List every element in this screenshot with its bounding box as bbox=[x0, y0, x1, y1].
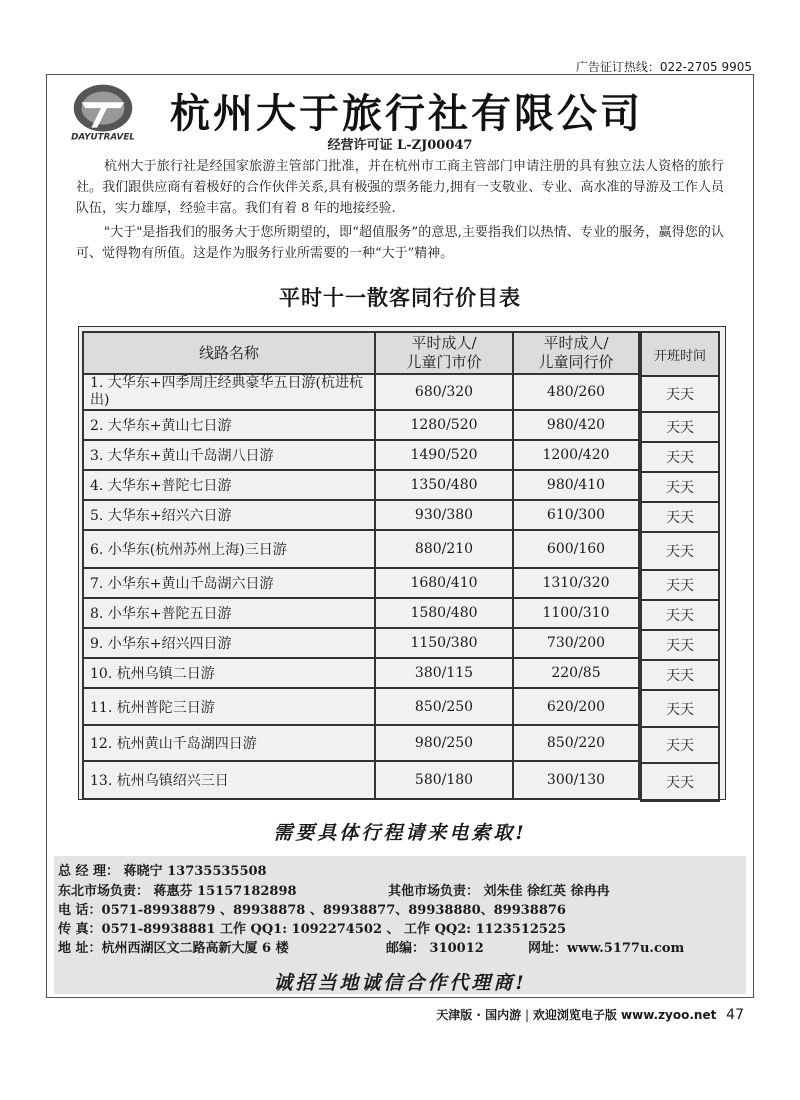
cell-route: 7. 小华东+黄山千岛湖六日游 bbox=[83, 568, 375, 598]
contact-northeast: 东北市场负责： 蒋惠芬 15157182898 bbox=[58, 884, 297, 899]
table-row bbox=[83, 500, 639, 530]
contact-website[interactable]: 网址：www.5177u.com bbox=[528, 941, 685, 956]
table-row bbox=[83, 688, 639, 725]
table-row bbox=[641, 412, 719, 442]
cell-retail: 1350/480 bbox=[375, 470, 513, 500]
cell-schedule: 天天 bbox=[641, 502, 719, 532]
cell-route: 11. 杭州普陀三日游 bbox=[83, 688, 375, 725]
cell-schedule: 天天 bbox=[641, 630, 719, 660]
table-row bbox=[83, 374, 639, 410]
cell-retail: 580/180 bbox=[375, 761, 513, 799]
cell-route: 4. 大华东+普陀七日游 bbox=[83, 470, 375, 500]
cell-schedule: 天天 bbox=[641, 532, 719, 570]
cell-schedule: 天天 bbox=[641, 763, 719, 801]
cell-trade: 1310/320 bbox=[513, 568, 639, 598]
cell-trade: 980/420 bbox=[513, 410, 639, 440]
contact-phone: 电 话：0571-89938879 、89938878 、89938877、89938880、89938876 bbox=[58, 903, 566, 918]
cell-schedule: 天天 bbox=[641, 690, 719, 727]
cell-schedule: 天天 bbox=[641, 412, 719, 442]
cell-route: 3. 大华东+黄山千岛湖八日游 bbox=[83, 440, 375, 470]
intro-paragraph-2: "大于"是指我们的服务大于您所期望的，即“超值服务”的意思,主要指我们以热情、专业的服务，赢得您的认可、觉得物有所值。这是作为服务行业所需要的一种“大于”精神。 bbox=[76, 225, 724, 261]
contact-address: 地 址：杭州西湖区文二路高新大厦 6 楼 bbox=[58, 941, 289, 956]
footer-edition: 天津版 · 国内游 bbox=[436, 1008, 522, 1022]
cell-retail: 1280/520 bbox=[375, 410, 513, 440]
table-row bbox=[641, 532, 719, 570]
table-row bbox=[83, 470, 639, 500]
contact-postcode: 邮编： 310012 bbox=[386, 941, 484, 956]
table-row bbox=[83, 530, 639, 568]
cell-schedule: 天天 bbox=[641, 376, 719, 412]
table-row bbox=[641, 630, 719, 660]
cell-trade: 220/85 bbox=[513, 658, 639, 688]
cell-route: 12. 杭州黄山千岛湖四日游 bbox=[83, 725, 375, 761]
company-intro bbox=[76, 156, 724, 264]
cell-route: 5. 大华东+绍兴六日游 bbox=[83, 500, 375, 530]
cell-retail: 1580/480 bbox=[375, 598, 513, 628]
table-row bbox=[641, 600, 719, 630]
table-row bbox=[83, 725, 639, 761]
table-row bbox=[641, 472, 719, 502]
cell-trade: 480/260 bbox=[513, 374, 639, 410]
table-row bbox=[83, 598, 639, 628]
cell-retail: 380/115 bbox=[375, 658, 513, 688]
intro-paragraph-1: 杭州大于旅行社是经国家旅游主管部门批准，并在杭州市工商主管部门申请注册的具有独立法人资格的旅行社。我们跟供应商有着极好的合作伙伴关系,具有极强的票务能力,拥有一支敬业、专业、高水准的导游及工作人员队伍，实力雄厚，经验丰富。我们有着 8 年的地接经验. bbox=[76, 159, 724, 216]
cell-schedule: 天天 bbox=[641, 727, 719, 763]
cell-route: 1. 大华东+四季周庄经典豪华五日游(杭进杭出) bbox=[83, 374, 375, 410]
price-table bbox=[82, 331, 640, 800]
license-number: 经营许可证 L-ZJ00047 bbox=[327, 138, 473, 153]
page-number: 47 bbox=[726, 1007, 744, 1023]
table-row bbox=[641, 376, 719, 412]
table-row bbox=[83, 568, 639, 598]
logo-text: DAYUTRAVEL bbox=[71, 132, 135, 143]
cell-retail: 880/210 bbox=[375, 530, 513, 568]
header-trade-price: 平时成人/ 儿童同行价 bbox=[513, 332, 639, 374]
page-footer bbox=[436, 1006, 744, 1023]
table-row bbox=[83, 658, 639, 688]
footer-slogan: 欢迎浏览电子版 www.zyoo.net bbox=[532, 1008, 717, 1022]
cell-retail: 1150/380 bbox=[375, 628, 513, 658]
cell-schedule: 天天 bbox=[641, 442, 719, 472]
header-route: 线路名称 bbox=[83, 332, 375, 374]
contact-manager: 总 经 理： 蒋晓宁 13735535508 bbox=[58, 864, 267, 879]
table-row bbox=[641, 763, 719, 801]
cell-schedule: 天天 bbox=[641, 472, 719, 502]
header-retail-price: 平时成人/ 儿童门市价 bbox=[375, 332, 513, 374]
cell-trade: 610/300 bbox=[513, 500, 639, 530]
contact-fax-qq: 传 真：0571-89938881 工作 QQ1: 1092274502 、 工作 QQ2: 1123512525 bbox=[58, 922, 567, 937]
agent-recruit-note: 诚招当地诚信合作代理商! bbox=[273, 972, 527, 994]
cell-retail: 1490/520 bbox=[375, 440, 513, 470]
price-table-title: 平时十一散客同行价目表 bbox=[279, 286, 521, 310]
cell-route: 2. 大华东+黄山七日游 bbox=[83, 410, 375, 440]
table-row bbox=[641, 727, 719, 763]
contact-other-markets: 其他市场负责： 刘朱佳 徐红英 徐冉冉 bbox=[388, 884, 610, 899]
schedule-table bbox=[640, 331, 720, 802]
footer-separator: | bbox=[524, 1008, 530, 1022]
header-schedule: 开班时间 bbox=[641, 332, 719, 376]
cell-route: 9. 小华东+绍兴四日游 bbox=[83, 628, 375, 658]
cell-trade: 620/200 bbox=[513, 688, 639, 725]
cell-schedule: 天天 bbox=[641, 570, 719, 600]
table-row bbox=[641, 502, 719, 532]
table-row bbox=[83, 410, 639, 440]
cell-retail: 980/250 bbox=[375, 725, 513, 761]
cell-route: 8. 小华东+普陀五日游 bbox=[83, 598, 375, 628]
itinerary-request-note: 需要具体行程请来电索取! bbox=[273, 822, 527, 844]
cell-schedule: 天天 bbox=[641, 600, 719, 630]
cell-route: 10. 杭州乌镇二日游 bbox=[83, 658, 375, 688]
cell-schedule: 天天 bbox=[641, 660, 719, 690]
ad-hotline: 广告征订热线：022-2705 9905 bbox=[575, 60, 752, 74]
table-row bbox=[641, 660, 719, 690]
cell-trade: 980/410 bbox=[513, 470, 639, 500]
cell-retail: 850/250 bbox=[375, 688, 513, 725]
cell-route: 6. 小华东(杭州苏州上海)三日游 bbox=[83, 530, 375, 568]
cell-trade: 850/220 bbox=[513, 725, 639, 761]
table-row bbox=[83, 440, 639, 470]
table-row bbox=[83, 761, 639, 799]
company-name: 杭州大于旅行社有限公司 bbox=[170, 91, 643, 137]
table-row bbox=[83, 628, 639, 658]
cell-retail: 930/380 bbox=[375, 500, 513, 530]
cell-trade: 600/160 bbox=[513, 530, 639, 568]
cell-trade: 730/200 bbox=[513, 628, 639, 658]
table-row bbox=[641, 690, 719, 727]
table-row bbox=[641, 442, 719, 472]
table-row bbox=[641, 570, 719, 600]
cell-retail: 680/320 bbox=[375, 374, 513, 410]
cell-route: 13. 杭州乌镇绍兴三日 bbox=[83, 761, 375, 799]
cell-trade: 1100/310 bbox=[513, 598, 639, 628]
cell-retail: 1680/410 bbox=[375, 568, 513, 598]
cell-trade: 1200/420 bbox=[513, 440, 639, 470]
cell-trade: 300/130 bbox=[513, 761, 639, 799]
